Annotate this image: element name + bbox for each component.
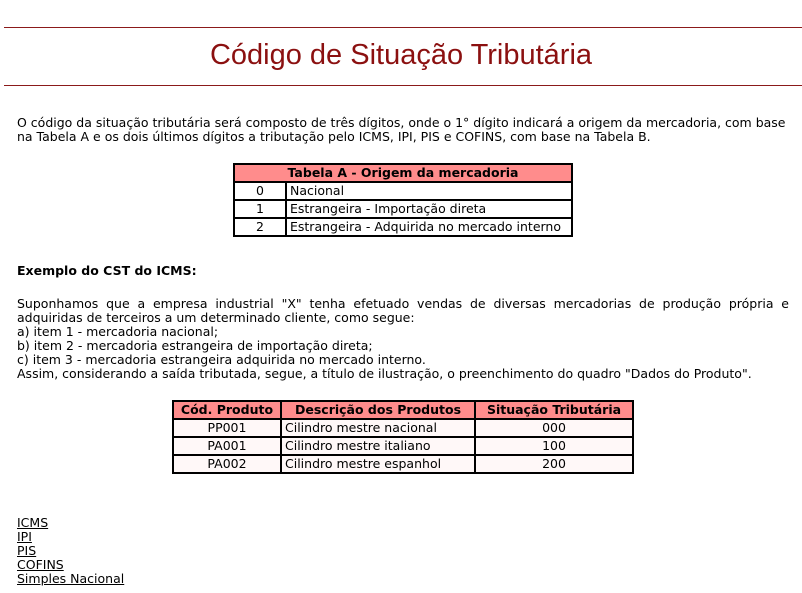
origem-desc: Estrangeira - Adquirida no mercado interno xyxy=(286,218,572,236)
scenario-line: adquiridas de terceiros a um determinado cliente, como segue: xyxy=(17,310,415,325)
list-item xyxy=(17,544,124,558)
origem-desc: Estrangeira - Importação direta xyxy=(286,200,572,218)
link-simples-nacional[interactable]: Simples Nacional xyxy=(17,571,125,586)
scenario-item: a) item 1 - mercadoria nacional; xyxy=(17,324,219,339)
produto-desc: Cilindro mestre italiano xyxy=(281,437,475,455)
produto-sit: 200 xyxy=(475,455,633,473)
tabela-a-header: Tabela A - Origem da mercadoria xyxy=(234,164,572,182)
exemplo-heading: Exemplo do CST do ICMS: xyxy=(17,263,197,278)
produto-cod: PA001 xyxy=(173,437,281,455)
title-divider xyxy=(4,85,802,86)
origem-code: 2 xyxy=(234,218,286,236)
table-row xyxy=(234,182,572,200)
list-item xyxy=(17,530,124,544)
produto-cod: PA002 xyxy=(173,455,281,473)
link-icms[interactable]: ICMS xyxy=(17,515,49,530)
column-header-desc: Descrição dos Produtos xyxy=(281,401,475,419)
produtos-header-row xyxy=(173,401,633,419)
tabela-a-header-row xyxy=(234,164,572,182)
table-row xyxy=(234,200,572,218)
list-item xyxy=(17,516,124,530)
link-cofins[interactable]: COFINS xyxy=(17,557,64,572)
produto-sit: 000 xyxy=(475,419,633,437)
link-ipi[interactable]: IPI xyxy=(17,529,32,544)
origem-code: 1 xyxy=(234,200,286,218)
scenario-conclusion: Assim, considerando a saída tributada, segue, a título de ilustração, o preenchimento do quadro "Dados do Produto". xyxy=(17,366,752,381)
top-divider xyxy=(4,27,802,28)
origem-desc: Nacional xyxy=(286,182,572,200)
column-header-cod: Cód. Produto xyxy=(173,401,281,419)
table-row xyxy=(234,218,572,236)
table-row xyxy=(173,455,633,473)
produto-cod: PP001 xyxy=(173,419,281,437)
scenario-item: c) item 3 - mercadoria estrangeira adquirida no mercado interno. xyxy=(17,352,426,367)
tabela-a-origem xyxy=(233,163,573,237)
exemplo-scenario xyxy=(17,297,789,381)
page-title: Código de Situação Tributária xyxy=(209,39,593,71)
list-item xyxy=(17,572,124,586)
link-pis[interactable]: PIS xyxy=(17,543,37,558)
produto-sit: 100 xyxy=(475,437,633,455)
scenario-line: Suponhamos que a empresa industrial "X" tenha efetuado vendas de diversas mercadorias de produção própria e xyxy=(17,296,789,311)
list-item xyxy=(17,558,124,572)
related-links xyxy=(17,516,124,586)
table-row xyxy=(173,437,633,455)
scenario-item: b) item 2 - mercadoria estrangeira de importação direta; xyxy=(17,338,373,353)
produto-desc: Cilindro mestre nacional xyxy=(281,419,475,437)
produto-desc: Cilindro mestre espanhol xyxy=(281,455,475,473)
intro-paragraph: O código da situação tributária será composto de três dígitos, onde o 1° dígito indicará a origem da mercadoria, com base na Tabela A e os dois últimos dígitos a tributação pelo ICMS, IPI, PIS e COFINS, com base na Tabela B. xyxy=(17,115,786,144)
table-row xyxy=(173,419,633,437)
origem-code: 0 xyxy=(234,182,286,200)
column-header-sit: Situação Tributária xyxy=(475,401,633,419)
dados-do-produto-table xyxy=(172,400,634,474)
